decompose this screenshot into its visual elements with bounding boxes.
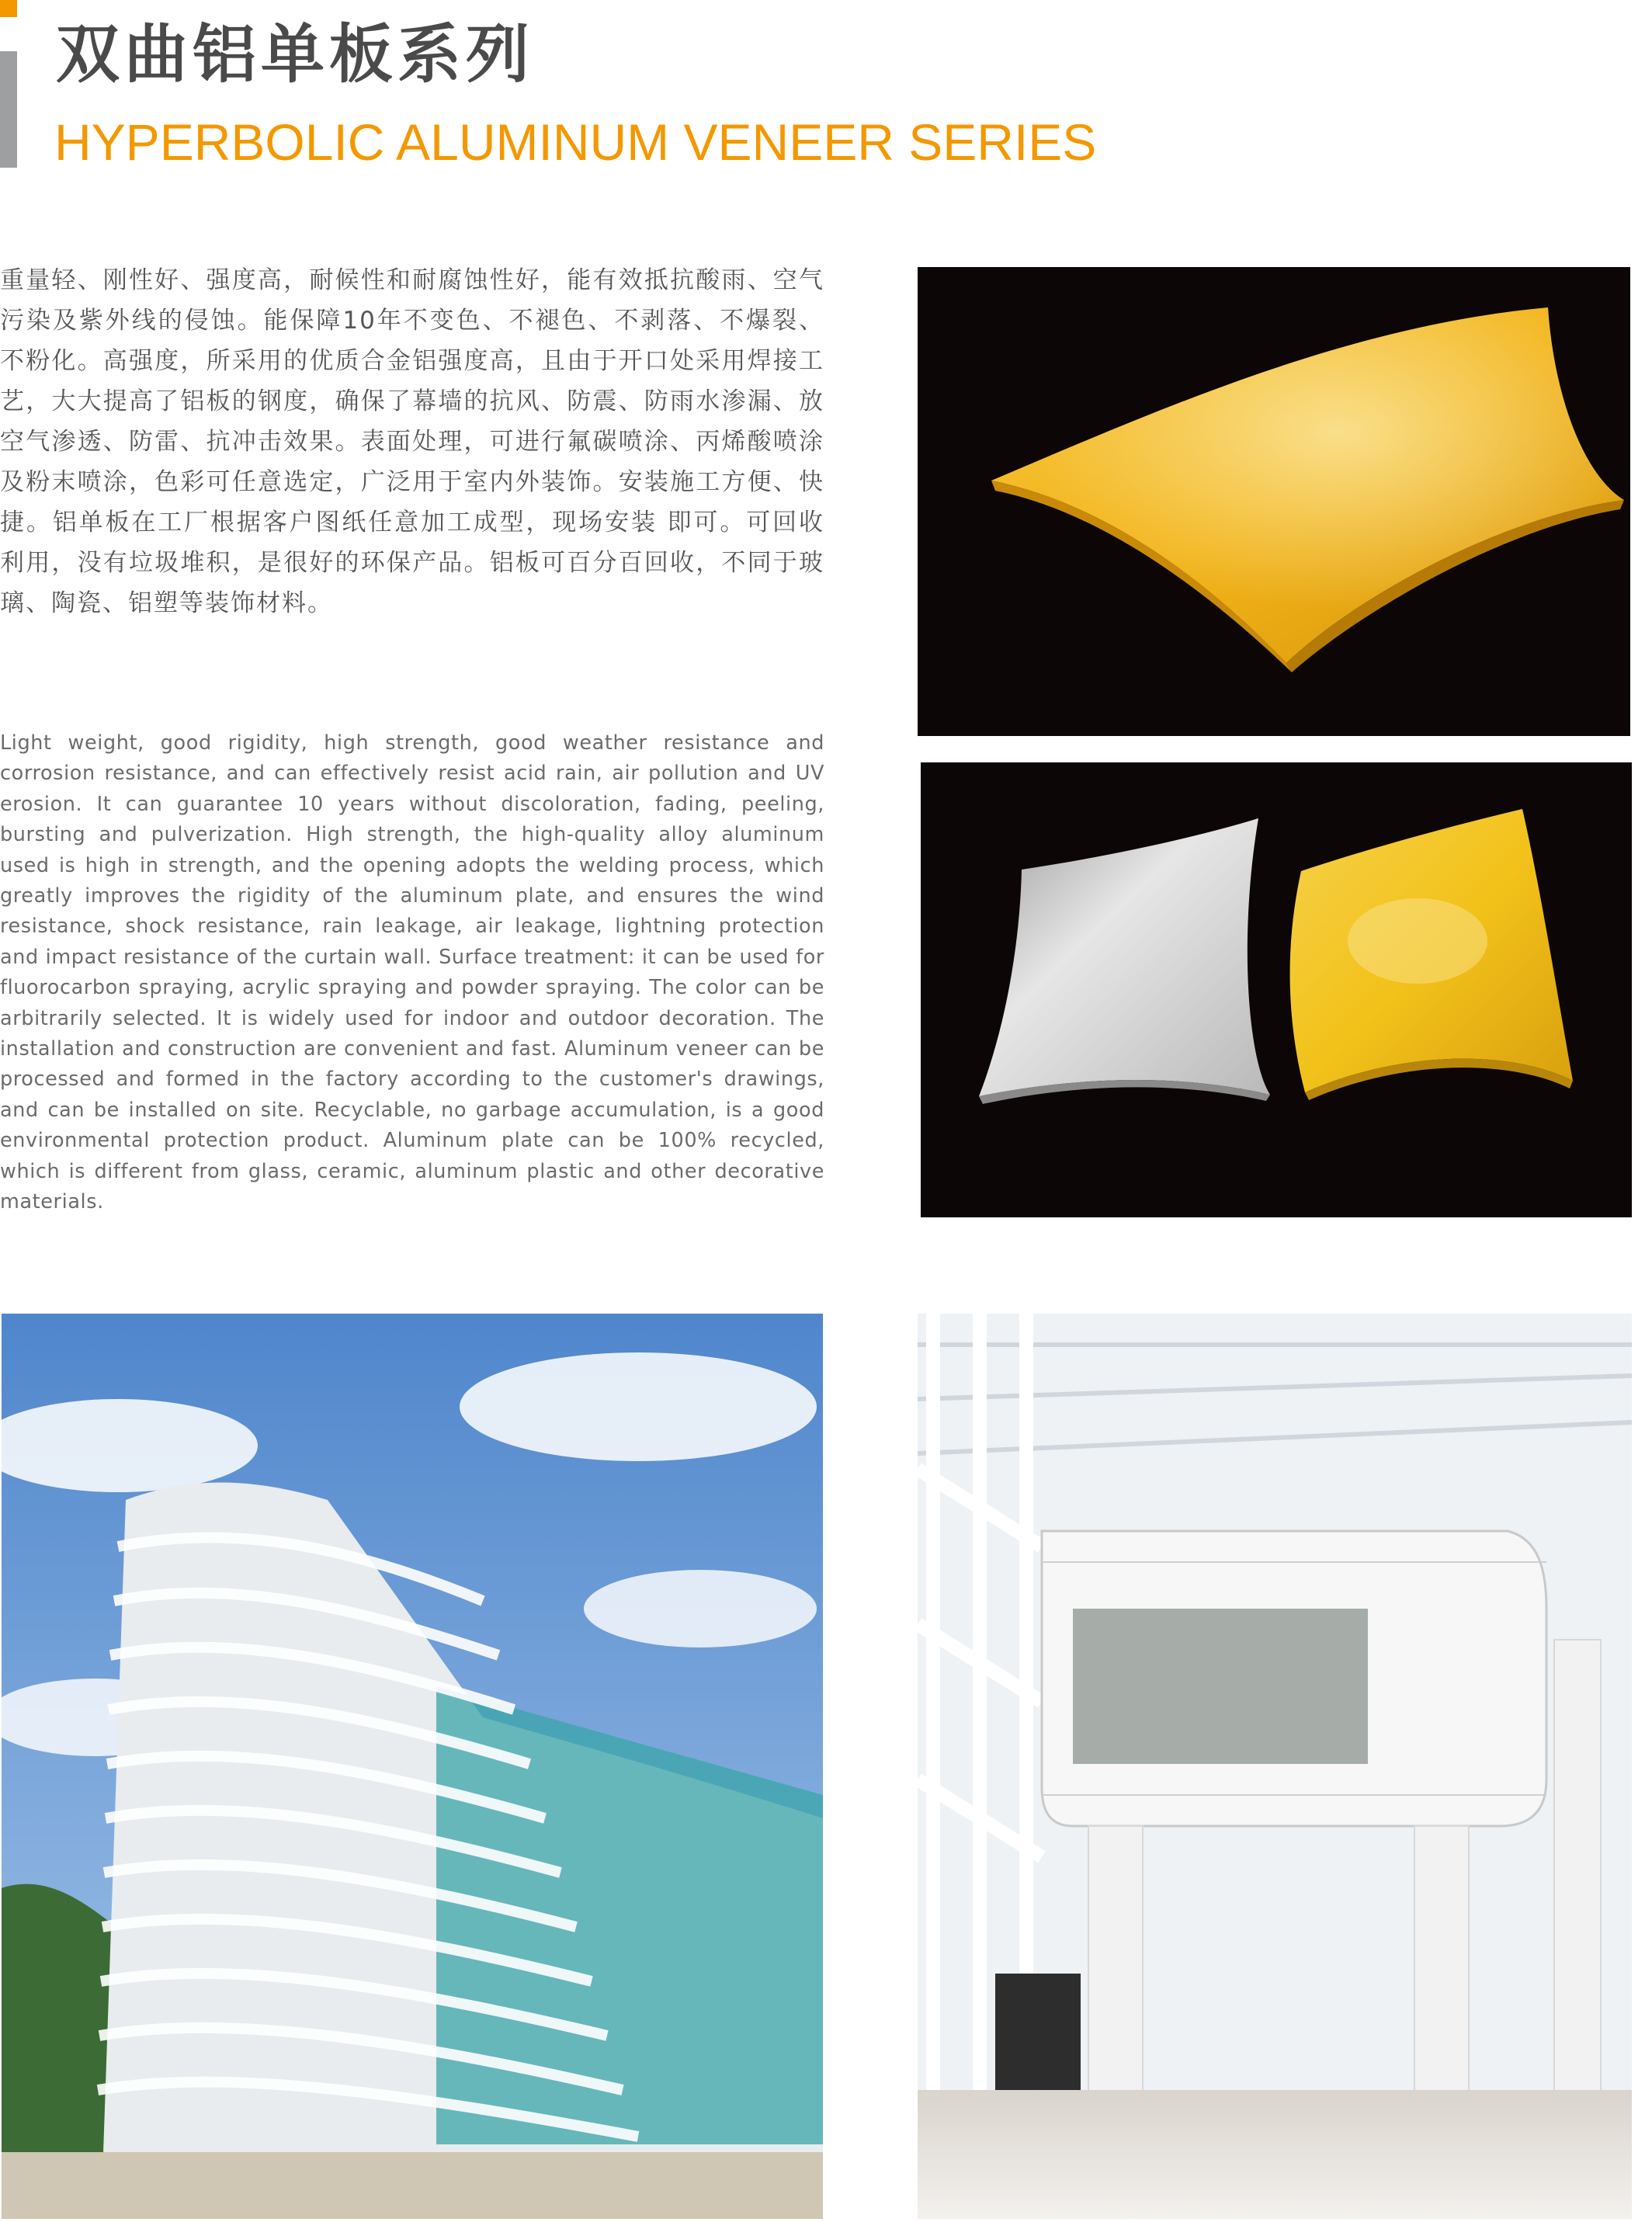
page-title-english: HYPERBOLIC ALUMINUM VENEER SERIES [54, 113, 1097, 171]
grey-accent-bar [0, 51, 17, 168]
orange-accent-square [0, 0, 17, 17]
yellow-hyperbolic-panel-photo [918, 267, 1630, 736]
airport-interior-photo [918, 1314, 1632, 2219]
page-title-chinese: 双曲铝单板系列 [56, 18, 535, 92]
description-english: Light weight, good rigidity, high strength, good weather resistance and corrosion resistance, and can effectively resist acid rain, air pollution and UV erosion. It can guarantee 10 years without discoloration, fading, peeling, bursting and pulverization. High strength, the high-quality alloy aluminum used is high in strength, and the opening adopts the welding process, which greatly improves the rigidity of the aluminum plate, and ensures the wind resistance, shock resistance, rain leakage, air leakage, lightning protection and impact resistance of the curtain wall. Surface treatment: it can be used for fluorocarbon spraying, acrylic spraying and powder spraying. The color can be arbitrarily selected. It is widely used for indoor and outdoor decoration. The installation and construction are convenient and fast. Aluminum veneer can be processed and formed in the factory according to the customer's drawings, and can be installed on site. Recyclable, no garbage accumulation, is a good environmental protection product. Aluminum plate can be 100% recycled, which is different from glass, ceramic, aluminum plastic and other decorative materials. [0, 731, 824, 1214]
silver-and-yellow-panels-photo [921, 762, 1632, 1217]
description-chinese: 重量轻、刚性好、强度高，耐候性和耐腐蚀性好，能有效抵抗酸雨、空气污染及紫外线的侵蚀。能保障10年不变色、不褪色、不剥落、不爆裂、不粉化。高强度，所采用的优质合金铝强度高，且由于开口处采用焊接工艺，大大提高了铝板的钢度，确保了幕墙的抗风、防震、防雨水渗漏、放空气渗透、防雷、抗冲击效果。表面处理，可进行氟碳喷涂、丙烯酸喷涂及粉末喷涂，色彩可任意选定，广泛用于室内外装饰。安装施工方便、快捷。铝单板在工厂根据客户图纸任意加工成型，现场安装 即可。可回收利用，没有垃圾堆积，是很好的环保产品。铝板可百分百回收，不同于玻璃、陶瓷、铝塑等装饰材料。 [0, 266, 824, 617]
curved-hotel-building-photo [2, 1314, 823, 2219]
